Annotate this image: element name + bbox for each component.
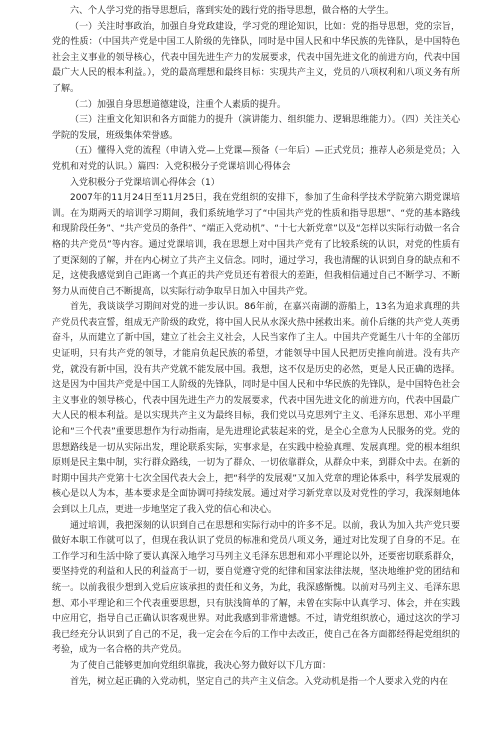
paragraph-party-understanding: 首先，我谈谈学习期间对党的进一步认识。86年前，在嘉兴南湖的游船上，13名为追求真理的共产党员代表宣誓，组成无产阶级的政党，将中国人民从水深火热中拯救出来。前仆后继的共产党人英勇奋斗，从而建立了新中国，建立了社会主义社会，人民当家作了主人。中国共产党诞生八十年的全部历史证明，只有共产党的领导，才能肩负起民族的希望，才能领导中国人民把历史推向前进。没有共产党，就没有新中国，没有共产党就不能发展中国。我想，这不仅是历史的必然，更是人民正确的选择。这是因为中国共产党是中国工人阶级的先锋队，同时是中国人民和中华民族的先锋队，是中国特色社会主义事业的领导核心，代表中国先进生产力的发展要求，代表中国先进文化的前进方向，代表中国最广大人民的根本利益。是以实现共产主义为最终目标，我们党以马克思列宁主义、毛泽东思想、邓小平理论和“三个代表”重要思想作为行动指南，是先进理论武装起来的党，是全心全意为人民服务的党。党的思想路线是一切从实际出发，理论联系实际，实事求是，在实践中检验真理、发展真理。党的根本组织原则是民主集中制，实行群众路线，一切为了群众、一切依靠群众，从群众中来，到群众中去。在新的时期中国共产党第十七次全国代表大会上，把“科学的发展观”又加入党章的理论体系中，科学发展观的核心是以人为本，基本要求是全面协调可持续发展。通过对学习新党章以及对党性的学习，我深刻地体会到以上几点，更进一步地坚定了我入党的信心和决心。 xyxy=(52,302,460,515)
paragraph-item-3-4: （三）注重文化知识和各方面能力的提升（演讲能力、组织能力、逻辑思维能力）。（四）关注关心学院的发展，班级集体荣誉感。 xyxy=(52,115,460,141)
paragraph-intro: 2007年的11月24日至11月25日，我在党组织的安排下，参加了生命科学技术学院第六期党课培训。在为期两天的培训学习期间，我们系统地学习了“中国共产党的性质和指导思想”、“党的基本路线和现阶段任务”、“共产党员的条件”、“端正入党动机”、“十七大新党章”以及“怎样以实际行动做一名合格的共产党员”等内容。通过党课培训，我在思想上对中国共产党有了比较系统的认识，对党的性质有了更深刻的了解，并在内心树立了共产主义信念。同时，通过学习，我也清醒的认识到自身的缺点和不足，这使我感觉到自己距离一个真正的共产党员还有着很大的差距，但我相信通过自己不断学习、不断努力从而使自己不断提高，以实际行动争取早日加入中国共产党。 xyxy=(52,193,460,297)
paragraph-item-5: （五）懂得入党的流程（申请入党—上党课—预备（一年后）—正式党员；推荐人必须是党员；入党机和对党的认识。）篇四：入党积极分子党课培训心得体会 xyxy=(52,146,460,172)
paragraph-self-reflection: 通过培训，我把深刻的认识到自己在思想和实际行动中的许多不足。以前，我认为加入共产党只要做好本职工作就可以了，但现在我认识了党员的标准和党员八项义务，通过对比发现了自身的不足。在工作学习和生活中除了要认真深入地学习马列主义毛泽东思想和邓小平理论以外，还要密切联系群众，要坚持党的利益和人民的利益高于一切，要自觉遵守党的纪律和国家法律法规，坚决地维护党的团结和统一。以前我很少想到入党后应该承担的责任和义务，为此，我深感惭愧。以前对马列主义、毛泽东思想、邓小平理论和三个代表重要思想，只有肤浅简单的了解，未曾在实际中认真学习、体会，并在实践中应用它，指导自己正确认识客观世界。对此我感到非常遗憾。不过，请党组织放心，通过这次的学习我已经充分认识到了自己的不足，我一定会在今后的工作中去改正，使自己在各方面都经得起党组织的考验，成为一名合格的共产党员。 xyxy=(52,520,460,656)
section-heading-six: 六、个人学习党的指导思想后，落到实处的践行党的指导思想，做合格的大学生。 xyxy=(70,6,395,16)
article-title: 入党积极分子党课培训心得体会（1） xyxy=(70,177,220,188)
paragraph-item-1: （一）关注时事政治，加强自身党政建设，学习党的理论知识，比如：党的指导思想，党的宗旨，党的性质：（中国共产党是中国工人阶级的先锋队，同时是中国人民和中华民族的先锋队，是中国特色社会主义事业的领导核心，代表中国先进生产力的发展要求，代表中国先进文化的前进方向，代表中国最广大人民的根本利益。），党的最高理想和最终目标：实现共产主义，党员的八项权利和八项义务有所了解。 xyxy=(52,21,460,94)
paragraph-resolution: 为了使自己能够更加向党组织靠拢，我决心努力做好以下几方面： xyxy=(70,660,332,671)
paragraph-motivation: 首先，树立起正确的入党动机，坚定自己的共产主义信念。入党动机是指一个人要求入党的内在 xyxy=(70,676,449,687)
paragraph-item-2: （二）加强自身思想道德建设，注重个人素质的提升。 xyxy=(70,99,287,110)
